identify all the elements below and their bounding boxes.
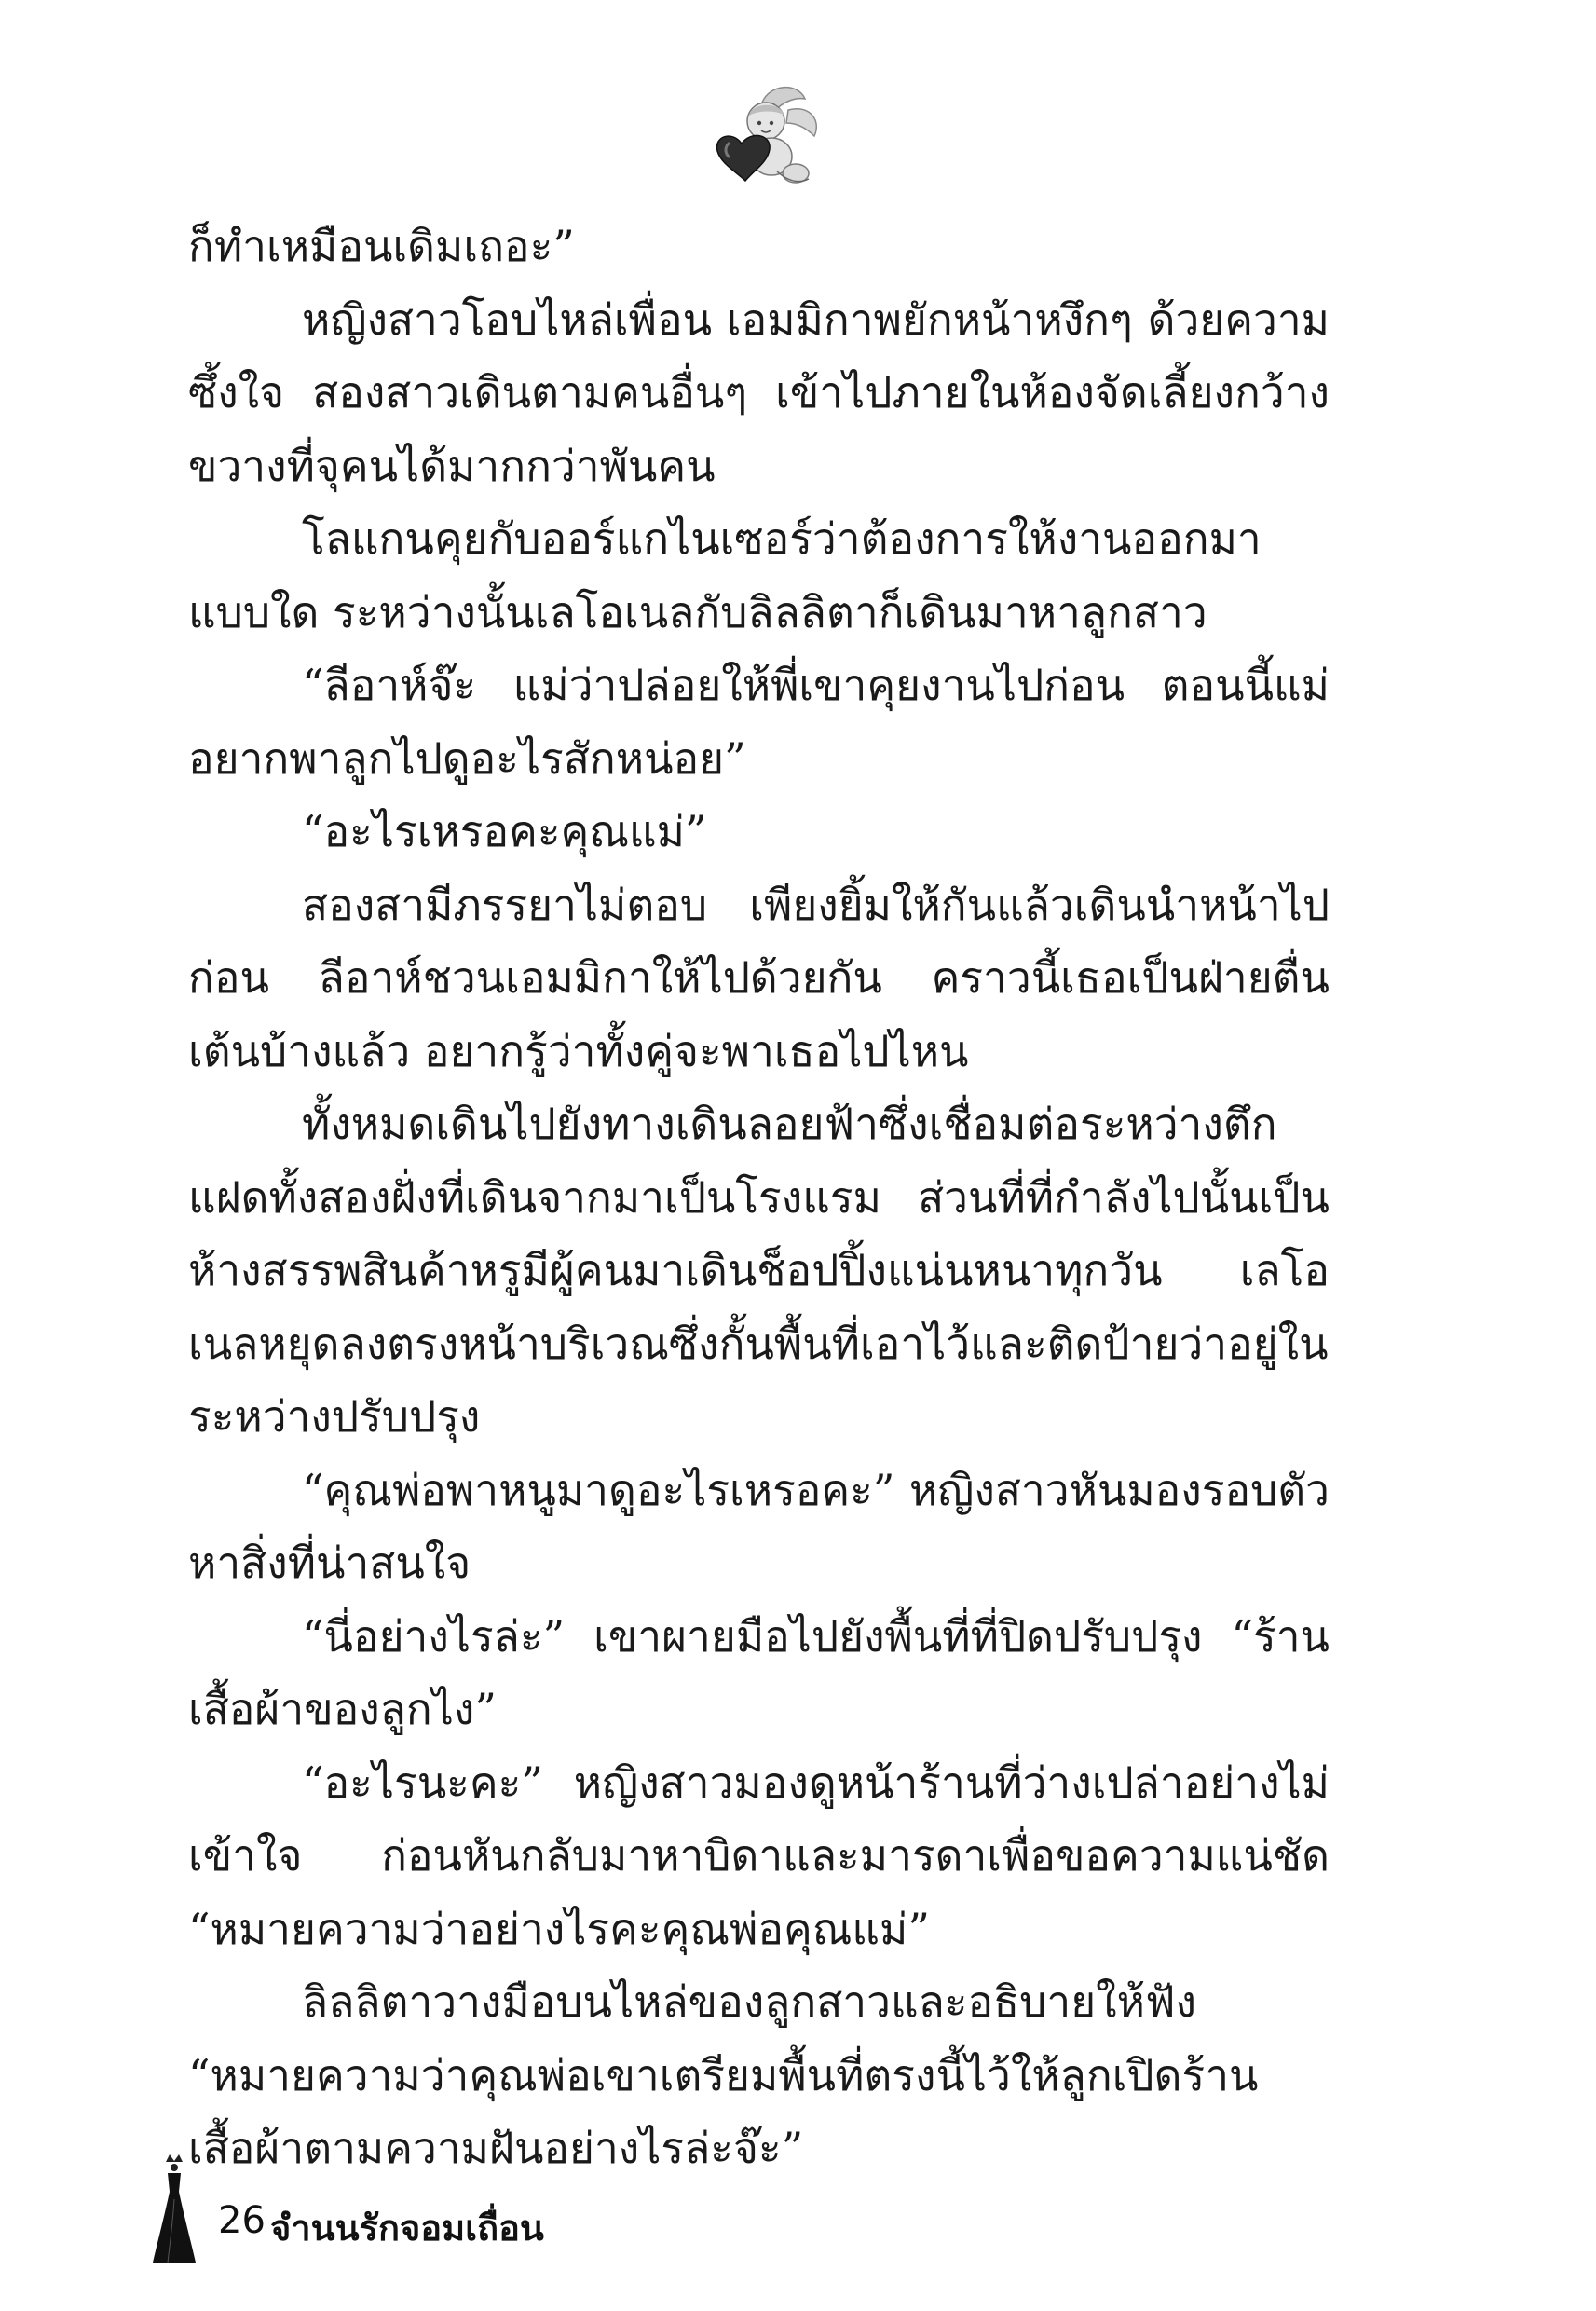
- paragraph: ก็ทำเหมือนเดิมเถอะ”: [188, 221, 575, 271]
- paragraph: ทั้งหมดเดินไปยังทางเดินลอยฟ้าซึ่งเชื่อมต่อระหว่างตึกแฝดทั้งสองฝั่งที่เดินจากมาเป็นโรงแรม ส่วนที่ที่กำลังไปนั้นเป็นห้างสรรพสินค้าหรูมีผู้คนมาเดินช็อปปิ้งแน่นหนาทุกวัน เลโอเนลหยุดลงตรงหน้าบริเวณซึ่งกั้นพื้นที่เอาไว้และติดป้ายว่าอยู่ในระหว่างปรับปรุง: [188, 1099, 1330, 1442]
- book-title: จำนนรักจอมเถื่อน: [270, 2208, 544, 2249]
- cupid-heart-icon: [704, 82, 825, 192]
- gown-dress-icon: [151, 2153, 198, 2264]
- page-footer: [151, 2153, 710, 2274]
- paragraph: ลิลลิตาวางมือบนไหล่ของลูกสาวและอธิบายให้ฟัง “หมายความว่าคุณพ่อเขาเตรียมพื้นที่ตรงนี้ไว้ให้ลูกเปิดร้านเสื้อผ้าตามความฝันอย่างไรล่ะจ๊ะ”: [188, 1976, 1259, 2173]
- paragraph: “คุณพ่อพาหนูมาดูอะไรเหรอคะ” หญิงสาวหันมองรอบตัว หาสิ่งที่น่าสนใจ: [188, 1464, 1330, 1588]
- paragraph: สองสามีภรรยาไม่ตอบ เพียงยิ้มให้กันแล้วเดินนำหน้าไปก่อน ลีอาห์ชวนเอมมิกาให้ไปด้วยกัน คราวนี้เธอเป็นฝ่ายตื่นเต้นบ้างแล้ว อยากรู้ว่าทั้งคู่จะพาเธอไปไหน: [188, 879, 1330, 1076]
- paragraph: หญิงสาวโอบไหล่เพื่อน เอมมิกาพยักหน้าหงึกๆ ด้วยความซึ้งใจ สองสาวเดินตามคนอื่นๆ เข้าไปภายในห้องจัดเลี้ยงกว้างขวางที่จุคนได้มากกว่าพันคน: [188, 294, 1330, 491]
- paragraph: “ลีอาห์จ๊ะ แม่ว่าปล่อยให้พี่เขาคุยงานไปก่อน ตอนนี้แม่อยากพาลูกไปดูอะไรสักหน่อย”: [188, 660, 1330, 784]
- paragraph: “อะไรนะคะ” หญิงสาวมองดูหน้าร้านที่ว่างเปล่าอย่างไม่เข้าใจ ก่อนหันกลับมาหาบิดาและมารดาเพื่อขอความแน่ชัด “หมายความว่าอย่างไรคะคุณพ่อคุณแม่”: [188, 1757, 1330, 1954]
- paragraph: “อะไรเหรอคะคุณแม่”: [302, 806, 707, 856]
- page-number: 26: [218, 2199, 266, 2242]
- paragraph: โลแกนคุยกับออร์แกไนเซอร์ว่าต้องการให้งานออกมาแบบใด ระหว่างนั้นเลโอเนลกับลิลลิตาก็เดินมาหาลูกสาว: [188, 513, 1262, 637]
- body-text: [188, 210, 1330, 2185]
- paragraph: “นี่อย่างไรล่ะ” เขาผายมือไปยังพื้นที่ที่ปิดปรับปรุง “ร้านเสื้อผ้าของลูกไง”: [188, 1610, 1330, 1734]
